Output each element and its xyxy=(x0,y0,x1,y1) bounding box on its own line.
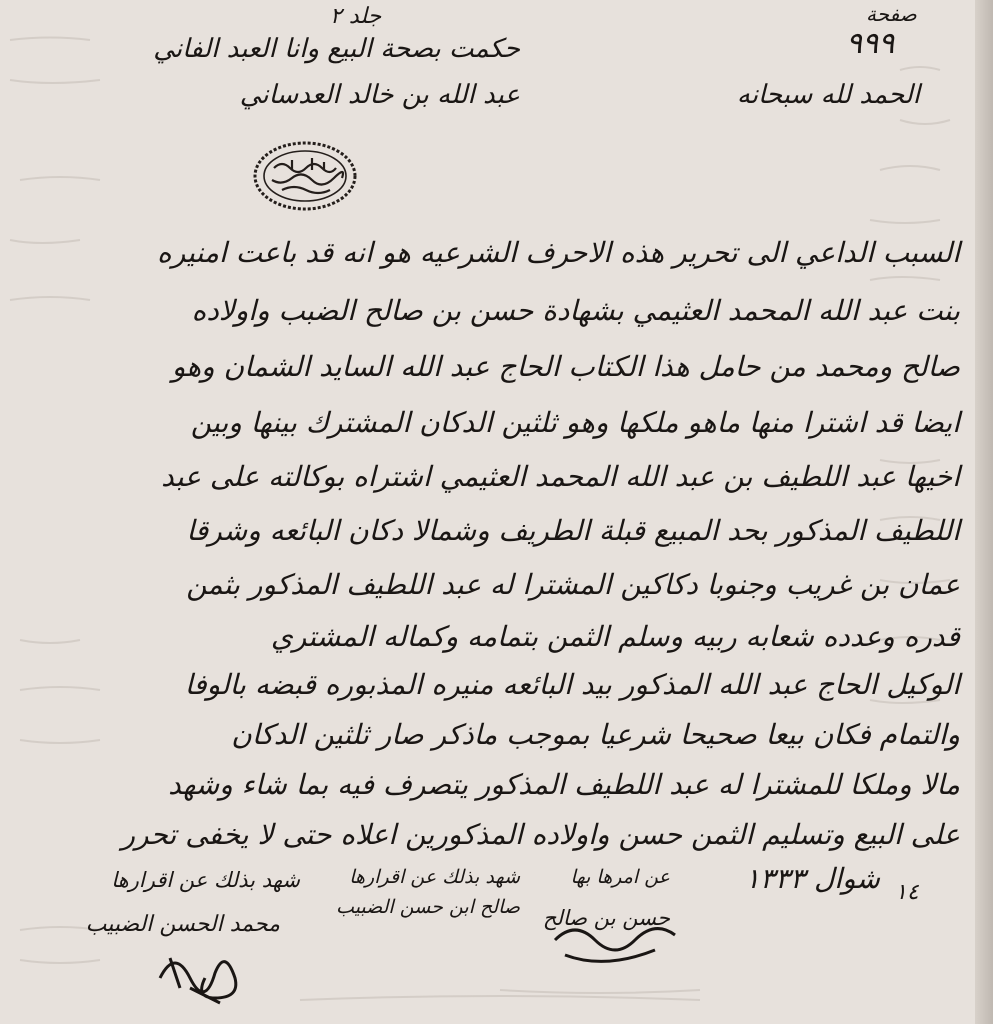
signature-scribble-left xyxy=(150,938,260,1008)
body-line-10: والتمام فكان بيعا صحيحا شرعيا بموجب ماذكر صار ثلثين الدكان xyxy=(231,718,960,751)
judge-name-line: عبد الله بن خالد العدساني xyxy=(239,80,520,110)
witness-left-statement: شهد بذلك عن اقرارها xyxy=(111,868,300,892)
witness-left-name: محمد الحسن الضبيب xyxy=(85,912,280,937)
body-line-12: على البيع وتسليم الثمن حسن واولاده المذكورين اعلاه حتى لا يخفى تحرر xyxy=(121,818,960,851)
body-line-5: اخيها عبد اللطيف بن عبد الله المحمد العثيمي اشتراه بوكالته على عبد xyxy=(161,460,960,493)
body-line-9: الوكيل الحاج عبد الله المذكور بيد البائعه منيره المذبوره قبضه بالوفا xyxy=(184,668,960,701)
body-line-6: اللطيف المذكور بحد المبيع قبلة الطريف وشمالا دكان البائعه وشرقا xyxy=(186,514,960,547)
date-day: ١٤ xyxy=(895,880,919,905)
opening-praise: الحمد لله سبحانه xyxy=(736,80,920,110)
body-line-3: صالح ومحمد من حامل هذا الكتاب الحاج عبد الله السايد الشمان وهو xyxy=(171,350,960,383)
body-line-1: السبب الداعي الى تحرير هذه الاحرف الشرعيه هو انه قد باعت امنيره xyxy=(157,236,960,269)
body-line-2: بنت عبد الله المحمد العثيمي بشهادة حسن بن صالح الضبب واولاده xyxy=(191,294,960,327)
signature-scribble-right xyxy=(545,910,685,970)
page-edge-shadow xyxy=(975,0,993,1024)
witness-right-statement: عن امرها بها xyxy=(570,866,670,888)
date-month-year: شوال ١٣٣٣ xyxy=(744,862,880,895)
seal-stamp-icon xyxy=(252,140,358,212)
page-label: صفحة xyxy=(866,2,917,26)
body-line-7: عمان بن غريب وجنوبا دكاكين المشترا له عبد اللطيف المذكور بثمن xyxy=(186,568,960,601)
page-number: ٩٩٩ xyxy=(846,26,895,61)
witness-middle-statement: شهد بذلك عن اقرارها xyxy=(349,866,520,888)
witness-right-name: حسن بن صالح xyxy=(542,906,670,930)
body-line-8: قدره وعدده شعابه ربيه وسلم الثمن بتمامه وكماله المشتري xyxy=(270,620,960,653)
witness-middle-name: صالح ابن حسن الضبيب xyxy=(336,896,520,918)
judge-ruling-line: حكمت بصحة البيع وانا العبد الفاني xyxy=(153,34,520,64)
body-line-11: مالا وملكا للمشترا له عبد اللطيف المذكور يتصرف فيه بما شاء وشهد xyxy=(168,768,960,801)
body-line-4: ايضا قد اشترا منها ماهو ملكها وهو ثلثين الدكان المشترك بينها وبين xyxy=(190,406,960,439)
volume-note: جلد ٢ xyxy=(330,4,382,29)
